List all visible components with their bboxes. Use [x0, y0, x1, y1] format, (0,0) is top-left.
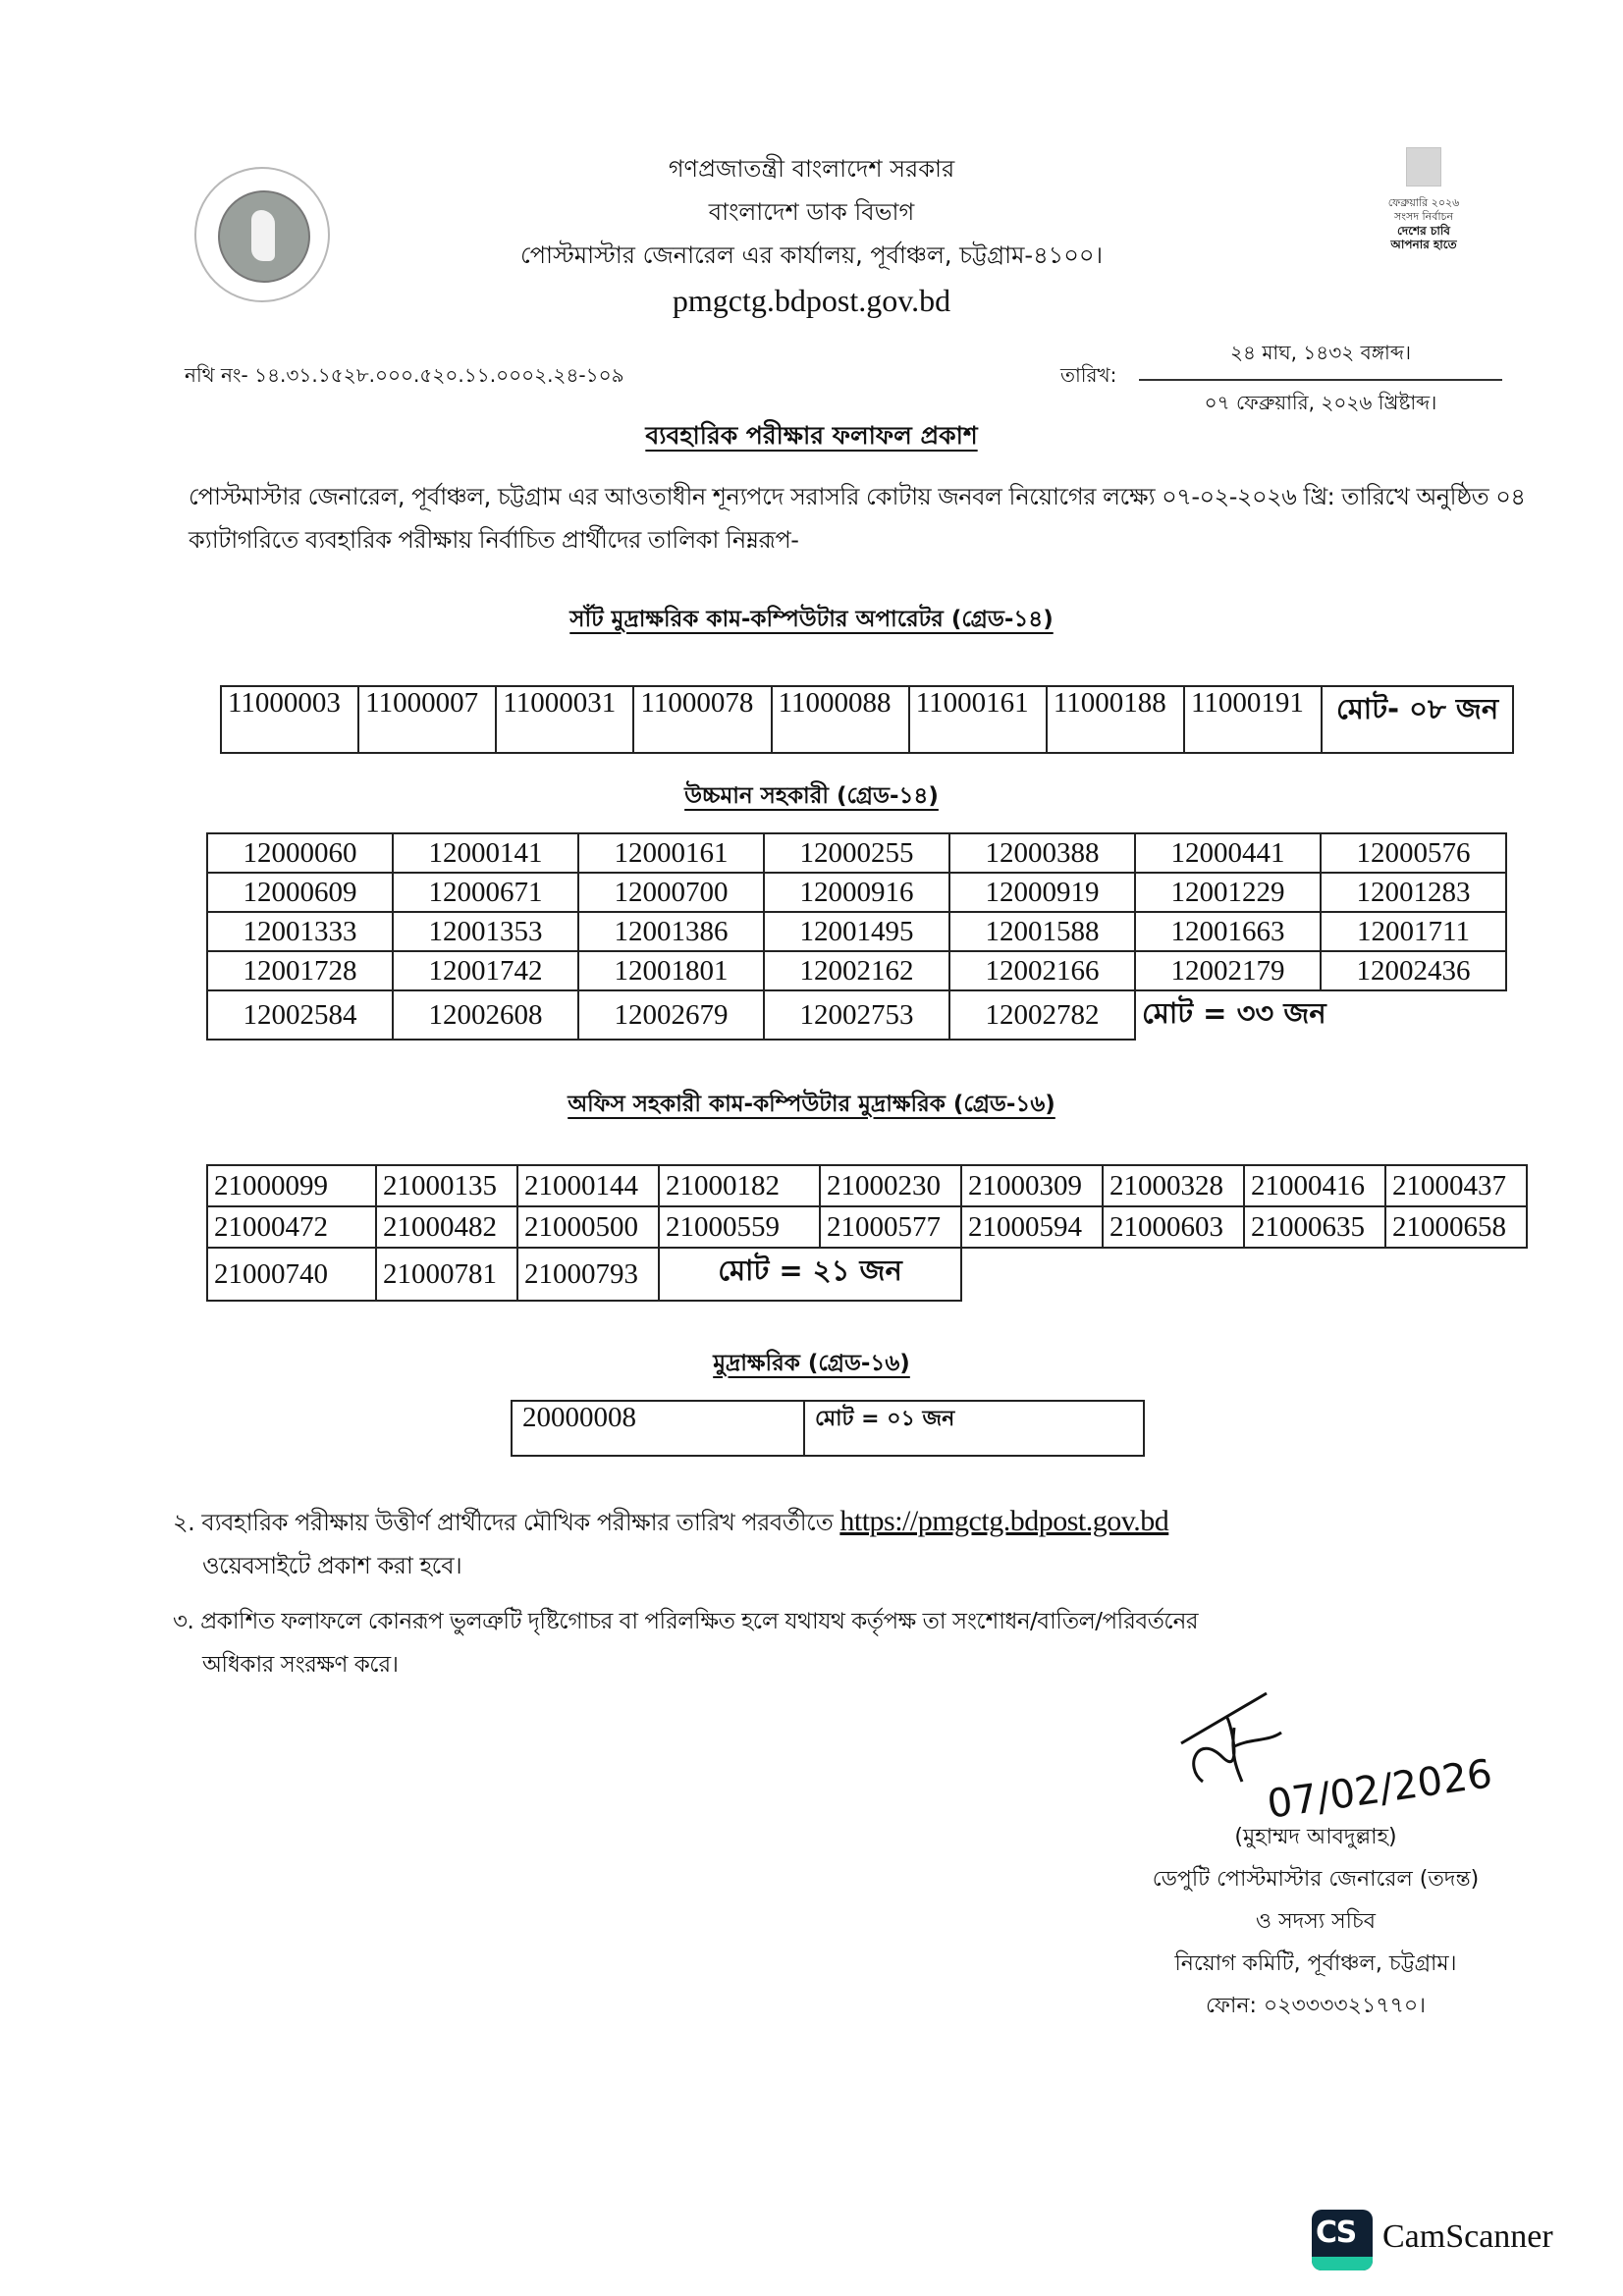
roll-cell: 12002608 [393, 990, 578, 1040]
roll-cell: 21000635 [1244, 1206, 1385, 1248]
roll-cell: 12000141 [393, 833, 578, 873]
roll-cell: 21000144 [517, 1165, 659, 1206]
section-title-typist [0, 1345, 1623, 1383]
document-title [0, 416, 1623, 458]
signature-scribble [1173, 1688, 1321, 1787]
roll-cell: 12001333 [207, 912, 393, 951]
results-table-upper-division-assistant [206, 832, 1507, 1041]
date-bangla: ২৪ মাঘ, ১৪৩২ বঙ্গাব্দ। [1229, 341, 1412, 364]
roll-cell: 21000328 [1103, 1165, 1244, 1206]
roll-cell: 12000161 [578, 833, 764, 873]
signatory-name: (মুহাম্মদ আবদুল্লাহ) [1234, 1825, 1397, 1849]
results-table-office-assistant [206, 1164, 1528, 1302]
roll-cell: 12002179 [1135, 951, 1321, 990]
intro-paragraph: পোস্টমাস্টার জেনারেল, পূর্বাঞ্চল, চট্টগ্রাম এর আওতাধীন শূন্যপদে সরাসরি কোটায় জনবল নিয়োগের লক্ষ্যে ০৭-০২-২০২৬ খ্রি: তারিখে অনুষ্ঠিত ০৪ ক্যাটাগরিতে ব্যবহারিক পরীক্ষায় নির্বাচিত প্রার্থীদের তালিকা নিম্নরূপ- [189, 483, 1526, 554]
note-2-continuation: ওয়েবসাইটে প্রকাশ করা হবে। [202, 1552, 462, 1579]
memo-number: নথি নং- ১৪.৩১.১৫২৮.০০০.৫২০.১১.০০০২.২৪-১০৯ [185, 363, 624, 387]
logo-text-line1: ফেব্রুয়ারি ২০২৬ [1387, 196, 1460, 209]
roll-cell: 12002753 [764, 990, 949, 1040]
section-title-text: সাঁট মুদ্রাক্ষরিক কাম-কম্পিউটার অপারেটর (গ্রেড-১৪) [569, 607, 1054, 632]
roll-cell: 21000182 [659, 1165, 820, 1206]
roll-cell: 20000008 [512, 1401, 804, 1456]
roll-cell: 21000793 [517, 1248, 659, 1301]
section-title-text: মুদ্রাক্ষরিক (গ্রেড-১৬) [713, 1351, 910, 1376]
roll-cell: 21000658 [1385, 1206, 1527, 1248]
roll-cell: 12002782 [949, 990, 1135, 1040]
total-cell: মোট = ০১ জন [804, 1401, 1144, 1456]
header-office: পোস্টমাস্টার জেনারেল এর কার্যালয়, পূর্বাঞ্চল, চট্টগ্রাম-৪১০০। [519, 241, 1104, 269]
roll-cell: 21000559 [659, 1206, 820, 1248]
roll-cell: 12000609 [207, 873, 393, 912]
date-block [1139, 339, 1502, 421]
roll-cell: 12000576 [1321, 833, 1506, 873]
roll-cell: 12000388 [949, 833, 1135, 873]
handwritten-date: 07/02/2026 [1264, 1751, 1495, 1828]
roll-cell: 21000099 [207, 1165, 376, 1206]
roll-cell: 21000230 [820, 1165, 961, 1206]
roll-cell: 21000309 [961, 1165, 1103, 1206]
note-3-text: ৩. প্রকাশিত ফলাফলে কোনরূপ ভুলত্রুটি দৃষ্টিগোচর বা পরিলক্ষিত হলে যথাযথ কর্তৃপক্ষ তা সংশোধন/বাতিল/পরিবর্তনের [173, 1609, 1199, 1634]
note-3-continuation: অধিকার সংরক্ষণ করে। [202, 1652, 399, 1678]
note-3 [173, 1600, 1449, 1686]
roll-cell: 12002436 [1321, 951, 1506, 990]
roll-cell: 12000919 [949, 873, 1135, 912]
empty-cell [961, 1248, 1527, 1301]
roll-cell: 21000594 [961, 1206, 1103, 1248]
section-title-office-assistant [0, 1086, 1623, 1124]
roll-cell: 12002679 [578, 990, 764, 1040]
roll-cell: 11000007 [358, 686, 496, 753]
logo-text-line4: আপনার হাতে [1390, 238, 1457, 251]
roll-cell: 21000135 [376, 1165, 517, 1206]
roll-cell: 11000191 [1184, 686, 1322, 753]
camscanner-logo-icon [1312, 2210, 1373, 2270]
roll-cell: 12001386 [578, 912, 764, 951]
roll-cell: 12000700 [578, 873, 764, 912]
roll-cell: 21000437 [1385, 1165, 1527, 1206]
roll-cell: 12001353 [393, 912, 578, 951]
date-gregorian: ০৭ ফেব্রুয়ারি, ২০২৬ খ্রিষ্টাব্দ। [1204, 391, 1437, 414]
total-cell: মোট = ৩৩ জন [1142, 996, 1326, 1030]
roll-cell: 11000003 [221, 686, 358, 753]
roll-cell: 11000188 [1047, 686, 1184, 753]
section-title-text: উচ্চমান সহকারী (গ্রেড-১৪) [684, 783, 939, 809]
results-table-typist [511, 1400, 1145, 1457]
header-government: গণপ্রজাতন্ত্রী বাংলাদেশ সরকার [668, 155, 955, 183]
header-website: pmgctg.bdpost.gov.bd [672, 283, 951, 318]
section-title-upper-division-assistant [0, 777, 1623, 816]
date-divider [1139, 379, 1502, 381]
roll-cell: 12000441 [1135, 833, 1321, 873]
website-link[interactable]: https://pmgctg.bdpost.gov.bd [839, 1505, 1169, 1537]
roll-cell: 12001588 [949, 912, 1135, 951]
date-label: তারিখ: [1060, 363, 1117, 387]
roll-cell: 12002166 [949, 951, 1135, 990]
results-table-stenographer [220, 685, 1514, 754]
roll-cell: 12001495 [764, 912, 949, 951]
roll-cell: 12001229 [1135, 873, 1321, 912]
roll-cell: 12002584 [207, 990, 393, 1040]
signatory-role: ও সদস্য সচিব [1255, 1909, 1377, 1934]
roll-cell: 21000781 [376, 1248, 517, 1301]
roll-cell: 12001728 [207, 951, 393, 990]
roll-cell: 12000255 [764, 833, 949, 873]
logo-text-line3: দেশের চাবি [1397, 224, 1450, 238]
total-cell: মোট = ২১ জন [659, 1248, 961, 1301]
roll-cell: 21000472 [207, 1206, 376, 1248]
logo-text-line2: সংসদ নির্বাচন [1393, 210, 1454, 223]
camscanner-name: CamScanner [1382, 2218, 1553, 2255]
section-title-stenographer [0, 601, 1623, 639]
camscanner-badge-bar [1312, 2257, 1373, 2270]
signatory-phone: ফোন: ০২৩৩৩৩২১৭৭০। [1205, 1994, 1427, 2018]
government-seal-logo [194, 167, 330, 302]
roll-cell: 12001283 [1321, 873, 1506, 912]
camscanner-badge-text: CS [1316, 2216, 1356, 2250]
section-title-text: অফিস সহকারী কাম-কম্পিউটার মুদ্রাক্ষরিক (গ্রেড-১৬) [568, 1092, 1055, 1117]
roll-cell: 21000482 [376, 1206, 517, 1248]
roll-cell: 21000740 [207, 1248, 376, 1301]
roll-cell: 12000060 [207, 833, 393, 873]
roll-cell: 12000671 [393, 873, 578, 912]
roll-cell: 21000603 [1103, 1206, 1244, 1248]
roll-cell: 12000916 [764, 873, 949, 912]
roll-cell: 11000088 [772, 686, 909, 753]
roll-cell: 11000031 [496, 686, 633, 753]
roll-cell: 12001742 [393, 951, 578, 990]
roll-cell: 12002162 [764, 951, 949, 990]
total-cell: মোট- ০৮ জন [1322, 686, 1513, 753]
signatory-designation: ডেপুটি পোস্টমাস্টার জেনারেল (তদন্ত) [1152, 1867, 1480, 1892]
roll-cell: 21000500 [517, 1206, 659, 1248]
roll-cell: 12001801 [578, 951, 764, 990]
roll-cell: 11000161 [909, 686, 1047, 753]
header-department: বাংলাদেশ ডাক বিভাগ [708, 198, 915, 226]
roll-cell: 21000416 [1244, 1165, 1385, 1206]
signatory-committee: নিয়োগ কমিটি, পূর্বাঞ্চল, চট্টগ্রাম। [1174, 1951, 1457, 1976]
note-2 [173, 1500, 1449, 1587]
roll-cell: 21000577 [820, 1206, 961, 1248]
roll-cell: 12001663 [1135, 912, 1321, 951]
roll-cell: 12001711 [1321, 912, 1506, 951]
note-2-text: ২. ব্যবহারিক পরীক্ষায় উত্তীর্ণ প্রার্থীদের মৌখিক পরীক্ষার তারিখ পরবর্তীতে [173, 1509, 840, 1536]
roll-cell: 11000078 [633, 686, 771, 753]
document-title-text: ব্যবহারিক পরীক্ষার ফলাফল প্রকাশ [645, 421, 978, 450]
